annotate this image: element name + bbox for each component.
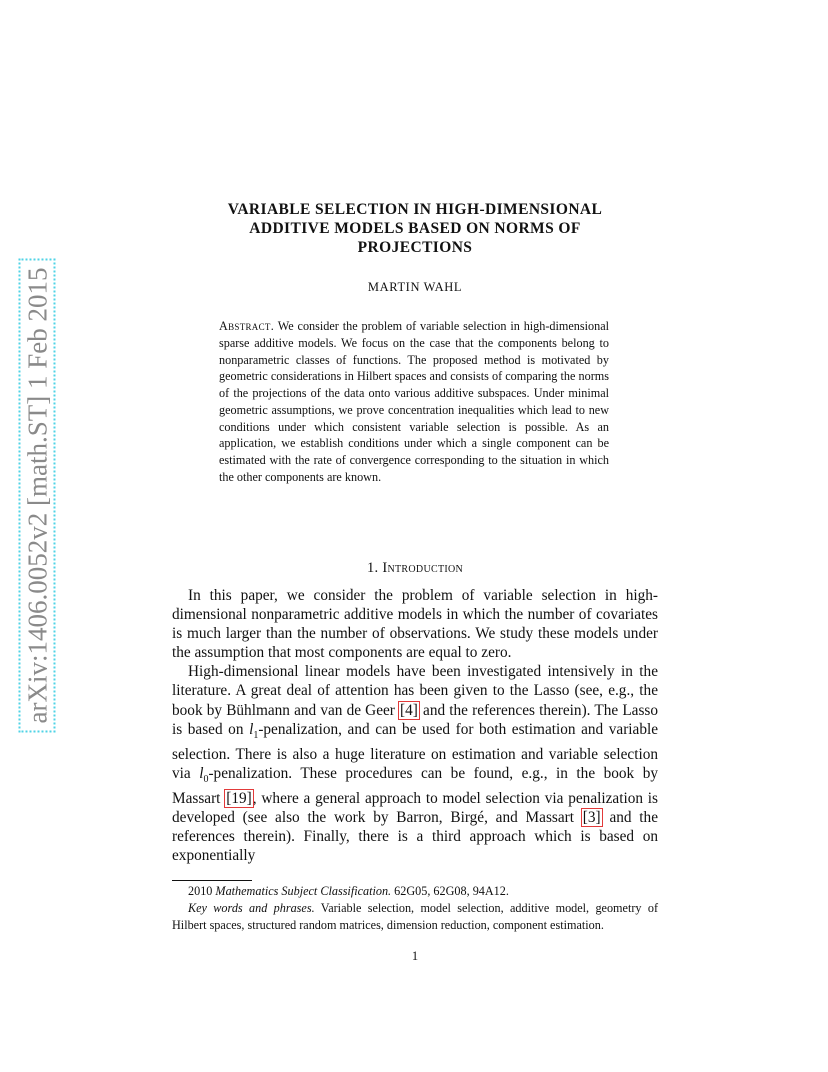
text-run: and the references therein). The Lasso is based on	[172, 701, 659, 738]
arxiv-identifier-link[interactable]: arXiv:1406.0052v2 [math.ST] 1 Feb 2015	[22, 261, 53, 729]
text-run: High-dimensional linear models have been investigated intensively in the literature. A great deal of attention has been given to the Lasso (see, e.g., the book by Bühlmann and van de Geer	[172, 663, 658, 719]
math-base: l	[199, 764, 204, 782]
text-run: -penalization, and can be used for both estimation and variable selection. There is also a huge literature on estimation and variable selection via	[172, 720, 659, 782]
title-line: ADDITIVE MODELS BASED ON NORMS OF	[249, 220, 581, 237]
text-run: , where a general approach to model selection via penalization is developed (see also the work by Barron, Birgé, and Massart	[172, 790, 658, 827]
citation-link[interactable]: [4]	[400, 701, 418, 719]
abstract-text: We consider the problem of variable selection in high-dimensional sparse additive models. We focus on the case that the components belong to nonparametric classes of functions. The proposed method is motivated by geometric considerations in Hilbert spaces and consists of comparing the norms of the projections of the data onto various additive subspaces. Under minimal geometric assumptions, we prove concentration inequalities which lead to new conditions under which consistent variable selection is possible. As an application, we establish conditions under which a single component can be estimated with the rate of convergence corresponding to the situation in which the other components are known.	[219, 319, 609, 484]
abstract	[219, 318, 609, 486]
math-subscript: 1	[253, 729, 259, 741]
msc-footnote	[172, 883, 658, 900]
math-base: l	[249, 720, 254, 738]
title-line: PROJECTIONS	[357, 239, 473, 256]
citation-link[interactable]: [19]	[226, 790, 252, 808]
text-run: and the references therein). Finally, there is a third approach which is based on exponentially	[172, 809, 658, 865]
msc-codes: 62G05, 62G08, 94A12.	[394, 884, 509, 898]
author-name: MARTIN WAHL	[367, 280, 463, 294]
keywords-label: Key words and phrases.	[188, 901, 315, 915]
math-subscript: 0	[203, 773, 209, 785]
paper-title	[172, 200, 658, 257]
math-symbol	[249, 720, 259, 741]
section-heading	[172, 560, 658, 577]
section-number: 1.	[366, 560, 379, 576]
arxiv-stamp	[20, 258, 54, 732]
keywords-footnote	[172, 900, 658, 934]
body-text	[172, 586, 658, 865]
section-title: Introduction	[382, 560, 464, 576]
footnote-divider	[172, 880, 252, 881]
paragraph	[172, 662, 658, 865]
abstract-heading: Abstract.	[219, 319, 275, 333]
text-run: -penalization. These procedures can be found, e.g., in the book by Massart	[172, 764, 658, 808]
title-line: VARIABLE SELECTION IN HIGH-DIMENSIONAL	[227, 201, 603, 218]
page-number: 1	[411, 949, 419, 963]
footnotes	[172, 883, 658, 934]
citation-link[interactable]: [3]	[582, 809, 601, 827]
keywords-text: Variable selection, model selection, additive model, geometry of Hilbert spaces, structured random matrices, dimension reduction, component estimation.	[172, 901, 658, 932]
paragraph: In this paper, we consider the problem of variable selection in high-dimensional nonparametric additive models in which the number of covariates is much larger than the number of observations. We study these models under the assumption that most components are equal to zero.	[172, 587, 658, 662]
msc-year: 2010	[188, 884, 213, 898]
msc-label: Mathematics Subject Classification.	[215, 884, 392, 898]
